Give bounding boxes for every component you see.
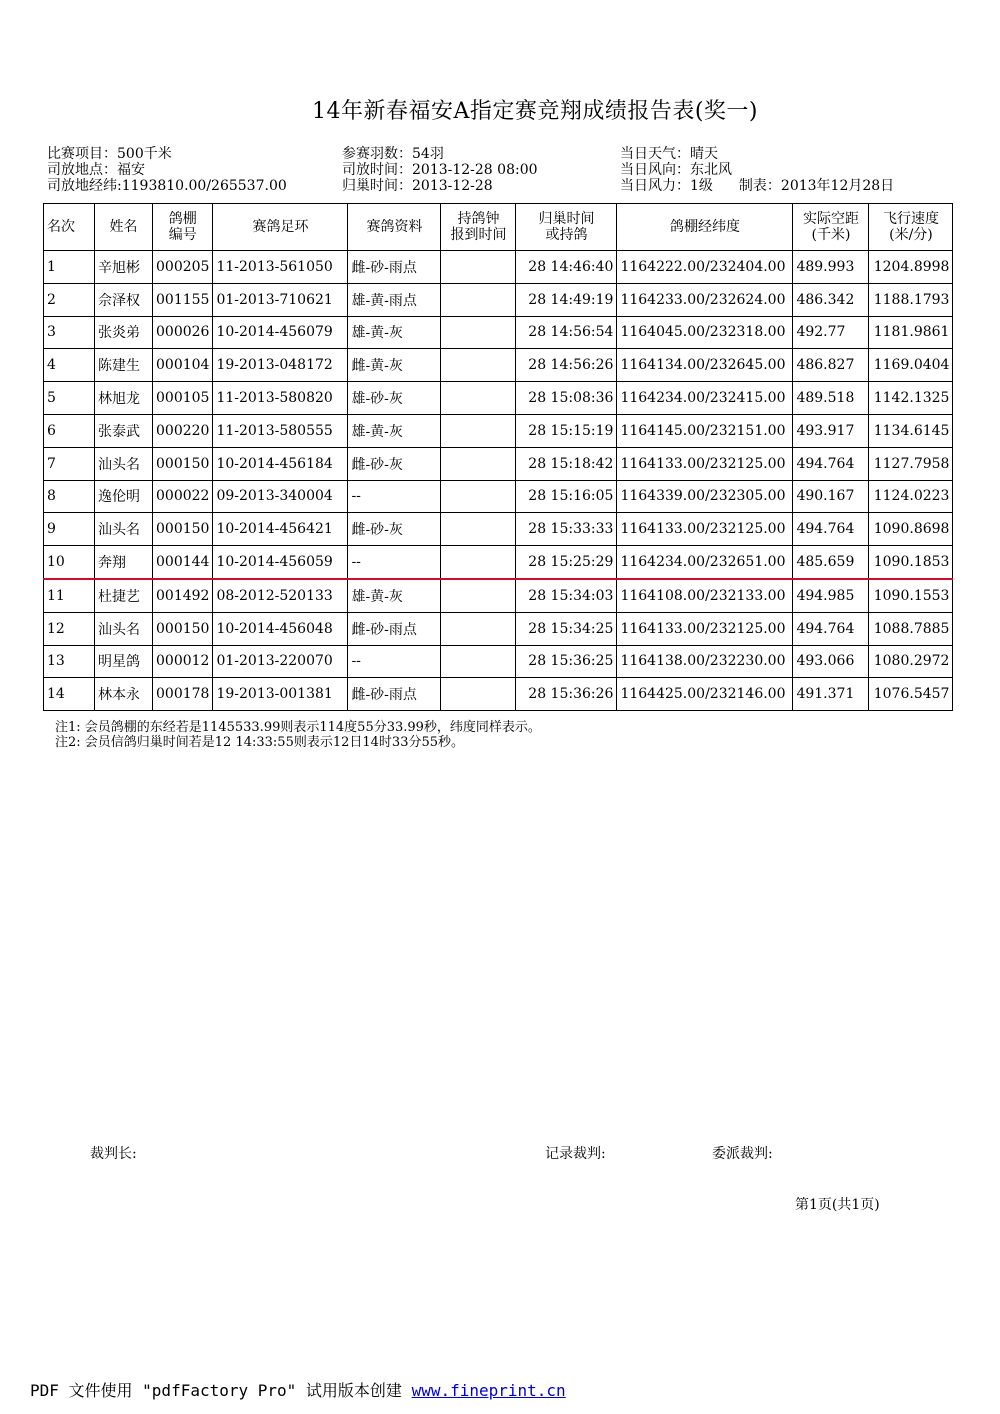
table-row [44, 678, 953, 711]
cell-distance: 489.993 [793, 251, 869, 284]
cell-name: 陈建生 [95, 349, 153, 382]
cell-loft-coords: 1164339.00/232305.00 [617, 480, 793, 513]
cell-clock-time [441, 612, 516, 645]
info-wind-direction: 当日风向：东北风 [620, 162, 732, 178]
cell-speed: 1090.1853 [869, 546, 953, 579]
cell-rank: 13 [44, 645, 95, 678]
cell-clock-time [441, 349, 516, 382]
cell-name: 张炎弟 [95, 316, 153, 349]
cell-loft-coords: 1164138.00/232230.00 [617, 645, 793, 678]
table-row [44, 283, 953, 316]
cell-bird-info: 雌-砂-灰 [348, 447, 441, 480]
cell-clock-time [441, 251, 516, 284]
cell-speed: 1080.2972 [869, 645, 953, 678]
results-table [43, 203, 953, 711]
cell-distance: 492.77 [793, 316, 869, 349]
cell-rank: 2 [44, 283, 95, 316]
table-row [44, 579, 953, 612]
cell-speed: 1090.8698 [869, 513, 953, 546]
cell-loft-coords: 1164233.00/232624.00 [617, 283, 793, 316]
info-made-date: 制表：2013年12月28日 [738, 178, 895, 194]
cell-ring: 08-2012-520133 [213, 579, 348, 612]
cell-return-time: 28 15:34:03 [516, 579, 617, 612]
cell-rank: 4 [44, 349, 95, 382]
cell-bird-info: 雄-黄-灰 [348, 316, 441, 349]
cell-name: 林本永 [95, 678, 153, 711]
cell-return-time: 28 15:36:26 [516, 678, 617, 711]
cell-rank: 14 [44, 678, 95, 711]
cell-loft-coords: 1164108.00/232133.00 [617, 579, 793, 612]
cell-return-time: 28 14:46:40 [516, 251, 617, 284]
pdf-footer [30, 1378, 566, 1401]
cell-return-time: 28 14:56:26 [516, 349, 617, 382]
info-column-2 [342, 146, 538, 194]
cell-return-time: 28 15:36:25 [516, 645, 617, 678]
delegate-judge-label: 委派裁判: [712, 1146, 773, 1162]
cell-return-time: 28 15:08:36 [516, 382, 617, 415]
cell-loft-id: 000022 [153, 480, 213, 513]
cell-distance: 486.342 [793, 283, 869, 316]
cell-distance: 489.518 [793, 382, 869, 415]
cell-loft-coords: 1164425.00/232146.00 [617, 678, 793, 711]
info-column-3 [620, 146, 894, 194]
cell-name: 林旭龙 [95, 382, 153, 415]
cell-return-time: 28 15:15:19 [516, 414, 617, 447]
header-return-time: 归巢时间 或持鸽 [516, 204, 617, 251]
notes [55, 720, 541, 750]
cell-bird-info: 雌-砂-雨点 [348, 612, 441, 645]
info-release-coords: 司放地经纬:1193810.00/265537.00 [47, 178, 287, 194]
cell-rank: 9 [44, 513, 95, 546]
cell-name: 明星鸽 [95, 645, 153, 678]
cell-speed: 1127.7958 [869, 447, 953, 480]
report-title: 14年新春福安A指定赛竞翔成绩报告表(奖一) [311, 99, 759, 124]
cell-rank: 6 [44, 414, 95, 447]
table-row [44, 316, 953, 349]
cell-rank: 5 [44, 382, 95, 415]
table-header-row [44, 204, 953, 251]
cell-loft-id: 000178 [153, 678, 213, 711]
cell-bird-info: 雄-黄-灰 [348, 414, 441, 447]
cell-rank: 10 [44, 546, 95, 579]
cell-loft-id: 000150 [153, 612, 213, 645]
cell-loft-id: 000205 [153, 251, 213, 284]
cell-loft-coords: 1164234.00/232415.00 [617, 382, 793, 415]
cell-speed: 1142.1325 [869, 382, 953, 415]
cell-ring: 11-2013-580820 [213, 382, 348, 415]
cell-return-time: 28 14:49:19 [516, 283, 617, 316]
cell-loft-coords: 1164133.00/232125.00 [617, 447, 793, 480]
cell-ring: 01-2013-220070 [213, 645, 348, 678]
table-row [44, 414, 953, 447]
cell-distance: 491.371 [793, 678, 869, 711]
cell-rank: 8 [44, 480, 95, 513]
table-row [44, 382, 953, 415]
cell-loft-coords: 1164145.00/232151.00 [617, 414, 793, 447]
cell-ring: 10-2014-456421 [213, 513, 348, 546]
cell-bird-info: 雄-黄-灰 [348, 579, 441, 612]
cell-name: 逸伦明 [95, 480, 153, 513]
cell-clock-time [441, 414, 516, 447]
cell-loft-coords: 1164134.00/232645.00 [617, 349, 793, 382]
cell-loft-coords: 1164133.00/232125.00 [617, 513, 793, 546]
cell-ring: 10-2014-456079 [213, 316, 348, 349]
cell-loft-id: 000144 [153, 546, 213, 579]
cell-return-time: 28 15:25:29 [516, 546, 617, 579]
info-release-time: 司放时间：2013-12-28 08:00 [342, 162, 538, 178]
cell-loft-coords: 1164222.00/232404.00 [617, 251, 793, 284]
cell-ring: 10-2014-456184 [213, 447, 348, 480]
header-speed: 飞行速度 (米/分) [869, 204, 953, 251]
cell-ring: 09-2013-340004 [213, 480, 348, 513]
cell-clock-time [441, 645, 516, 678]
cell-bird-info: 雌-砂-灰 [348, 513, 441, 546]
cell-name: 张泰武 [95, 414, 153, 447]
cell-loft-id: 001492 [153, 579, 213, 612]
cell-distance: 494.764 [793, 513, 869, 546]
chief-judge-label: 裁判长: [90, 1146, 137, 1162]
cell-ring: 01-2013-710621 [213, 283, 348, 316]
cell-return-time: 28 15:34:25 [516, 612, 617, 645]
footer-link[interactable]: www.fineprint.cn [411, 1381, 566, 1400]
info-column-1 [47, 146, 287, 194]
cell-distance: 486.827 [793, 349, 869, 382]
table-row [44, 349, 953, 382]
cell-loft-id: 000150 [153, 447, 213, 480]
cell-distance: 494.764 [793, 447, 869, 480]
cell-loft-id: 000104 [153, 349, 213, 382]
cell-clock-time [441, 480, 516, 513]
cell-loft-id: 000220 [153, 414, 213, 447]
cell-bird-info: 雌-砂-雨点 [348, 678, 441, 711]
cell-speed: 1204.8998 [869, 251, 953, 284]
header-name: 姓名 [95, 204, 153, 251]
cell-name: 奔翔 [95, 546, 153, 579]
cell-clock-time [441, 513, 516, 546]
table-row [44, 546, 953, 579]
cell-name: 汕头名 [95, 612, 153, 645]
cell-loft-coords: 1164133.00/232125.00 [617, 612, 793, 645]
cell-name: 杜捷艺 [95, 579, 153, 612]
cell-speed: 1169.0404 [869, 349, 953, 382]
cell-distance: 493.917 [793, 414, 869, 447]
info-wind-force: 当日风力：1级 [620, 178, 713, 194]
header-ring: 赛鸽足环 [213, 204, 348, 251]
cell-bird-info: -- [348, 546, 441, 579]
cell-distance: 493.066 [793, 645, 869, 678]
cell-clock-time [441, 678, 516, 711]
cell-return-time: 28 15:18:42 [516, 447, 617, 480]
table-row [44, 645, 953, 678]
cell-ring: 19-2013-001381 [213, 678, 348, 711]
cell-loft-id: 000105 [153, 382, 213, 415]
table-row [44, 513, 953, 546]
recorder-judge-label: 记录裁判: [545, 1146, 606, 1162]
cell-loft-coords: 1164234.00/232651.00 [617, 546, 793, 579]
note-2: 注2: 会员信鸽归巢时间若是12 14:33:55则表示12日14时33分55秒。 [55, 735, 465, 750]
info-return-date: 归巢时间：2013-12-28 [342, 178, 493, 194]
cell-speed: 1181.9861 [869, 316, 953, 349]
cell-speed: 1134.6145 [869, 414, 953, 447]
cell-rank: 3 [44, 316, 95, 349]
cell-clock-time [441, 283, 516, 316]
page-number: 第1页(共1页) [795, 1197, 880, 1213]
header-clock-time: 持鸽钟 报到时间 [441, 204, 516, 251]
note-1: 注1: 会员鸽棚的东经若是1145533.99则表示114度55分33.99秒，纬度同样表示。 [55, 720, 541, 735]
cell-bird-info: 雌-黄-灰 [348, 349, 441, 382]
cell-bird-info: -- [348, 480, 441, 513]
cell-rank: 1 [44, 251, 95, 284]
cell-loft-coords: 1164045.00/232318.00 [617, 316, 793, 349]
results-body [44, 251, 953, 711]
cell-speed: 1124.0223 [869, 480, 953, 513]
header-rank: 名次 [44, 204, 95, 251]
cell-name: 汕头名 [95, 513, 153, 546]
cell-clock-time [441, 579, 516, 612]
cell-ring: 10-2014-456059 [213, 546, 348, 579]
cell-speed: 1188.1793 [869, 283, 953, 316]
cell-loft-id: 000012 [153, 645, 213, 678]
cell-speed: 1088.7885 [869, 612, 953, 645]
info-release-site: 司放地点：福安 [47, 162, 145, 178]
cell-ring: 19-2013-048172 [213, 349, 348, 382]
table-row [44, 447, 953, 480]
cell-loft-id: 000026 [153, 316, 213, 349]
cell-ring: 10-2014-456048 [213, 612, 348, 645]
footer-text: PDF 文件使用 "pdfFactory Pro" 试用版本创建 [30, 1381, 412, 1400]
cell-loft-id: 001155 [153, 283, 213, 316]
cell-name: 辛旭彬 [95, 251, 153, 284]
info-race-item: 比赛项目：500千米 [47, 146, 172, 162]
cell-bird-info: 雌-砂-雨点 [348, 251, 441, 284]
header-loft-coords: 鸽棚经纬度 [617, 204, 793, 251]
cell-distance: 485.659 [793, 546, 869, 579]
cell-return-time: 28 15:16:05 [516, 480, 617, 513]
cell-distance: 490.167 [793, 480, 869, 513]
cell-rank: 11 [44, 579, 95, 612]
cell-rank: 12 [44, 612, 95, 645]
cell-rank: 7 [44, 447, 95, 480]
cell-return-time: 28 15:33:33 [516, 513, 617, 546]
cell-speed: 1090.1553 [869, 579, 953, 612]
cell-return-time: 28 14:56:54 [516, 316, 617, 349]
cell-distance: 494.764 [793, 612, 869, 645]
header-bird-info: 赛鸽资料 [348, 204, 441, 251]
cell-ring: 11-2013-580555 [213, 414, 348, 447]
table-row [44, 612, 953, 645]
table-row [44, 480, 953, 513]
cell-clock-time [441, 316, 516, 349]
info-entry-count: 参赛羽数：54羽 [342, 146, 444, 162]
cell-bird-info: 雄-黄-雨点 [348, 283, 441, 316]
info-weather: 当日天气：晴天 [620, 146, 718, 162]
table-row [44, 251, 953, 284]
cell-clock-time [441, 447, 516, 480]
header-loft-id: 鸽棚 编号 [153, 204, 213, 251]
cell-loft-id: 000150 [153, 513, 213, 546]
cell-speed: 1076.5457 [869, 678, 953, 711]
cell-ring: 11-2013-561050 [213, 251, 348, 284]
cell-name: 佘泽权 [95, 283, 153, 316]
cell-distance: 494.985 [793, 579, 869, 612]
cell-clock-time [441, 546, 516, 579]
cell-bird-info: -- [348, 645, 441, 678]
cell-name: 汕头名 [95, 447, 153, 480]
cell-bird-info: 雄-砂-灰 [348, 382, 441, 415]
header-distance: 实际空距 (千米) [793, 204, 869, 251]
cell-clock-time [441, 382, 516, 415]
